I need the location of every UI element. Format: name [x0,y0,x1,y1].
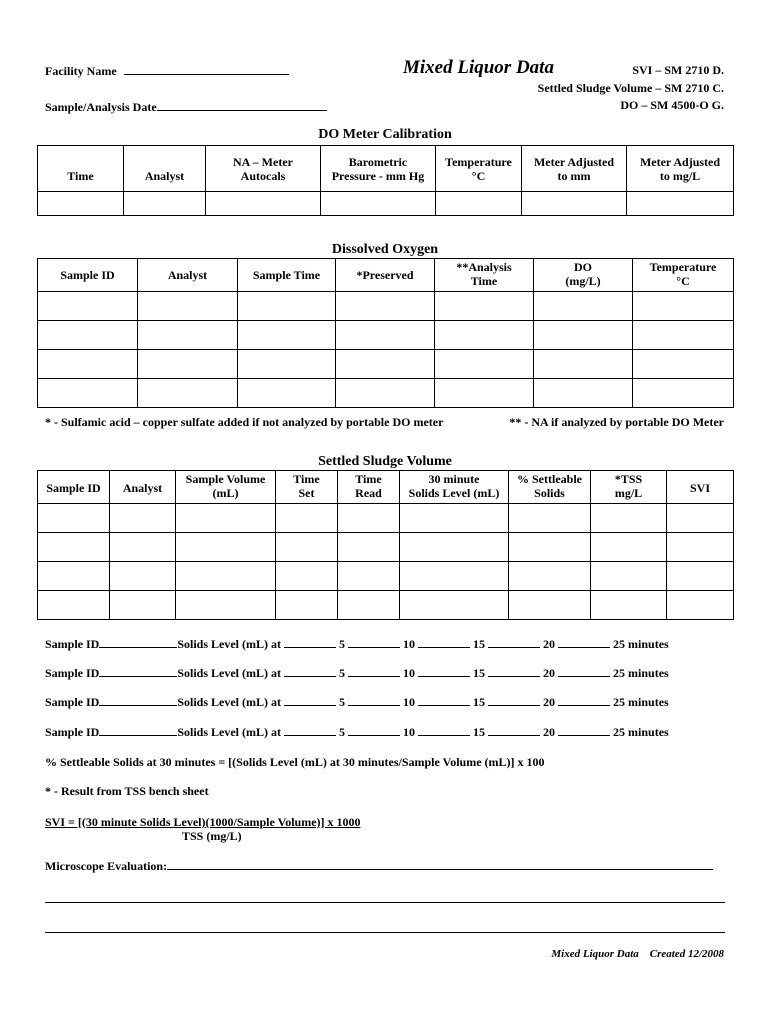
input-cell[interactable] [435,379,534,408]
level-20-blank[interactable] [488,694,540,706]
input-cell[interactable] [667,562,734,591]
input-cell[interactable] [591,533,667,562]
input-cell[interactable] [591,591,667,620]
col-time-set: Time Set [276,471,338,504]
table-row [38,533,734,562]
col-meter-adjusted-mm: Meter Adjusted to mm [522,146,627,192]
settled-sludge-header-row [38,471,734,504]
level-5-blank[interactable] [284,694,336,706]
table-row [38,504,734,533]
table-row [38,379,734,408]
input-cell[interactable] [238,292,336,321]
solids-level-row [45,724,669,740]
time-20-label: 20 [543,695,556,709]
input-cell[interactable] [435,321,534,350]
sample-id-label: Sample ID [45,725,100,739]
analysis-time-note: ** - NA if analyzed by portable DO Meter [509,415,724,429]
time-5-label: 5 [339,666,346,680]
input-cell[interactable] [336,321,435,350]
time-25-label: 25 minutes [613,725,669,739]
ssv-method: Settled Sludge Volume – SM 2710 C. [537,81,724,95]
col-sample-id: Sample ID [38,471,110,504]
input-cell[interactable] [509,591,591,620]
level-10-blank[interactable] [348,694,400,706]
tss-note: * - Result from TSS bench sheet [45,784,209,798]
input-cell[interactable] [38,292,138,321]
table-row [38,192,734,216]
level-5-blank[interactable] [284,665,336,677]
input-cell[interactable] [110,504,176,533]
time-10-label: 10 [403,695,416,709]
input-cell[interactable] [591,504,667,533]
input-cell[interactable] [38,192,124,216]
col-sample-volume: Sample Volume (mL) [176,471,276,504]
input-cell[interactable] [400,591,509,620]
level-10-blank[interactable] [348,665,400,677]
input-cell[interactable] [38,321,138,350]
input-cell[interactable] [38,591,110,620]
table-row [38,350,734,379]
input-cell[interactable] [338,533,400,562]
input-cell[interactable] [400,562,509,591]
microscope-field [45,858,713,874]
col-meter-adjusted-mgl: Meter Adjusted to mg/L [627,146,734,192]
col-sample-time: Sample Time [238,259,336,292]
level-15-blank[interactable] [418,665,470,677]
solids-level-label: Solids Level (mL) at [177,725,282,739]
svi-method: SVI – SM 2710 D. [632,63,724,77]
time-25-label: 25 minutes [613,666,669,680]
facility-name-label: Facility Name [45,64,117,78]
time-15-label: 15 [473,695,486,709]
table-row [38,292,734,321]
input-cell[interactable] [38,504,110,533]
input-cell[interactable] [176,533,276,562]
col-time: Time [38,146,124,192]
col-meter-autocals: NA – Meter Autocals [206,146,321,192]
input-cell[interactable] [336,350,435,379]
input-cell[interactable] [110,591,176,620]
input-cell[interactable] [338,562,400,591]
sample-id-label: Sample ID [45,666,100,680]
level-10-blank[interactable] [348,724,400,736]
time-5-label: 5 [339,725,346,739]
input-cell[interactable] [509,562,591,591]
input-cell[interactable] [667,533,734,562]
solids-level-label: Solids Level (mL) at [177,637,282,651]
col-temperature: Temperature °C [436,146,522,192]
footer-text: Mixed Liquor Data Created 12/2008 [551,948,724,960]
solids-level-row [45,694,669,710]
preserved-note: * - Sulfamic acid – copper sulfate added if not analyzed by portable DO meter [45,415,444,429]
input-cell[interactable] [534,350,633,379]
input-cell[interactable] [138,292,238,321]
input-cell[interactable] [238,379,336,408]
input-cell[interactable] [238,350,336,379]
sample-id-blank[interactable] [99,636,177,648]
input-cell[interactable] [38,562,110,591]
svi-formula-numerator: SVI = [(30 minute Solids Level)(1000/Sample Volume)] x 1000 [45,815,361,829]
dissolved-oxygen-table [37,258,734,408]
input-cell[interactable] [633,350,734,379]
solids-level-label: Solids Level (mL) at [177,695,282,709]
do-method: DO – SM 4500-O G. [620,98,724,112]
input-cell[interactable] [627,192,734,216]
input-cell[interactable] [509,504,591,533]
microscope-label: Microscope Evaluation: [45,859,168,873]
level-15-blank[interactable] [418,724,470,736]
input-cell[interactable] [238,321,336,350]
sample-id-blank[interactable] [99,665,177,677]
time-15-label: 15 [473,725,486,739]
sample-id-blank[interactable] [99,694,177,706]
col-barometric-pressure: Barometric Pressure - mm Hg [321,146,436,192]
col-sample-id: Sample ID [38,259,138,292]
input-cell[interactable] [667,504,734,533]
col-settleable-solids: % Settleable Solids [509,471,591,504]
time-10-label: 10 [403,637,416,651]
col-analyst: Analyst [138,259,238,292]
input-cell[interactable] [534,379,633,408]
table-row [38,562,734,591]
level-25-blank[interactable] [558,724,610,736]
time-20-label: 20 [543,666,556,680]
col-analyst: Analyst [110,471,176,504]
input-cell[interactable] [206,192,321,216]
input-cell[interactable] [124,192,206,216]
time-10-label: 10 [403,725,416,739]
input-cell[interactable] [38,350,138,379]
time-15-label: 15 [473,637,486,651]
facility-name-field[interactable] [45,62,289,79]
input-cell[interactable] [400,533,509,562]
svi-formula-denominator: TSS (mg/L) [182,829,242,843]
input-cell[interactable] [336,292,435,321]
time-25-label: 25 minutes [613,637,669,651]
input-cell[interactable] [534,321,633,350]
input-cell[interactable] [38,379,138,408]
input-cell[interactable] [276,533,338,562]
input-cell[interactable] [176,591,276,620]
col-do: DO (mg/L) [534,259,633,292]
microscope-line-2[interactable] [45,890,725,903]
input-cell[interactable] [138,321,238,350]
time-20-label: 20 [543,637,556,651]
input-cell[interactable] [276,562,338,591]
level-15-blank[interactable] [418,636,470,648]
do-calibration-header-row [38,146,734,192]
input-cell[interactable] [338,504,400,533]
input-cell[interactable] [176,562,276,591]
sample-id-label: Sample ID [45,695,100,709]
col-analysis-time: **Analysis Time [435,259,534,292]
settled-sludge-title: Settled Sludge Volume [318,454,452,469]
table-row [38,321,734,350]
input-cell[interactable] [110,562,176,591]
input-cell[interactable] [633,321,734,350]
facility-name-line[interactable] [124,62,289,75]
level-25-blank[interactable] [558,636,610,648]
sample-id-blank[interactable] [99,724,177,736]
solids-level-label: Solids Level (mL) at [177,666,282,680]
time-5-label: 5 [339,695,346,709]
do-calibration-table [37,145,734,216]
time-15-label: 15 [473,666,486,680]
input-cell[interactable] [176,504,276,533]
level-20-blank[interactable] [488,724,540,736]
sample-id-label: Sample ID [45,637,100,651]
solids-level-row [45,665,669,681]
col-solids-level: 30 minute Solids Level (mL) [400,471,509,504]
input-cell[interactable] [336,379,435,408]
time-20-label: 20 [543,725,556,739]
input-cell[interactable] [321,192,436,216]
level-5-blank[interactable] [284,724,336,736]
settled-sludge-table [37,470,734,620]
level-25-blank[interactable] [558,665,610,677]
input-cell[interactable] [509,533,591,562]
col-svi: SVI [667,471,734,504]
table-row [38,591,734,620]
dissolved-oxygen-title: Dissolved Oxygen [331,242,439,257]
input-cell[interactable] [276,591,338,620]
input-cell[interactable] [400,504,509,533]
input-cell[interactable] [110,533,176,562]
col-temperature: Temperature °C [633,259,734,292]
input-cell[interactable] [435,292,534,321]
input-cell[interactable] [138,350,238,379]
input-cell[interactable] [534,292,633,321]
settleable-solids-formula: % Settleable Solids at 30 minutes = [(Solids Level (mL) at 30 minutes/Sample Volume (mL)] x 100 [45,755,545,769]
dissolved-oxygen-header-row [38,259,734,292]
time-10-label: 10 [403,666,416,680]
input-cell[interactable] [591,562,667,591]
level-15-blank[interactable] [418,694,470,706]
col-analyst: Analyst [124,146,206,192]
microscope-line[interactable] [167,858,713,870]
page-title: Mixed Liquor Data [403,57,554,78]
input-cell[interactable] [138,379,238,408]
level-5-blank[interactable] [284,636,336,648]
input-cell[interactable] [633,292,734,321]
level-25-blank[interactable] [558,694,610,706]
solids-level-row [45,636,669,652]
input-cell[interactable] [38,533,110,562]
input-cell[interactable] [633,379,734,408]
col-preserved: *Preserved [336,259,435,292]
input-cell[interactable] [522,192,627,216]
do-calibration-title: DO Meter Calibration [318,127,452,142]
level-20-blank[interactable] [488,636,540,648]
input-cell[interactable] [436,192,522,216]
time-25-label: 25 minutes [613,695,669,709]
sample-date-field[interactable] [45,98,327,115]
microscope-line-3[interactable] [45,920,725,933]
input-cell[interactable] [435,350,534,379]
time-5-label: 5 [339,637,346,651]
input-cell[interactable] [667,591,734,620]
level-10-blank[interactable] [348,636,400,648]
level-20-blank[interactable] [488,665,540,677]
sample-date-line[interactable] [157,98,327,111]
col-time-read: Time Read [338,471,400,504]
input-cell[interactable] [338,591,400,620]
col-tss: *TSS mg/L [591,471,667,504]
input-cell[interactable] [276,504,338,533]
sample-date-label: Sample/Analysis Date [45,100,157,114]
